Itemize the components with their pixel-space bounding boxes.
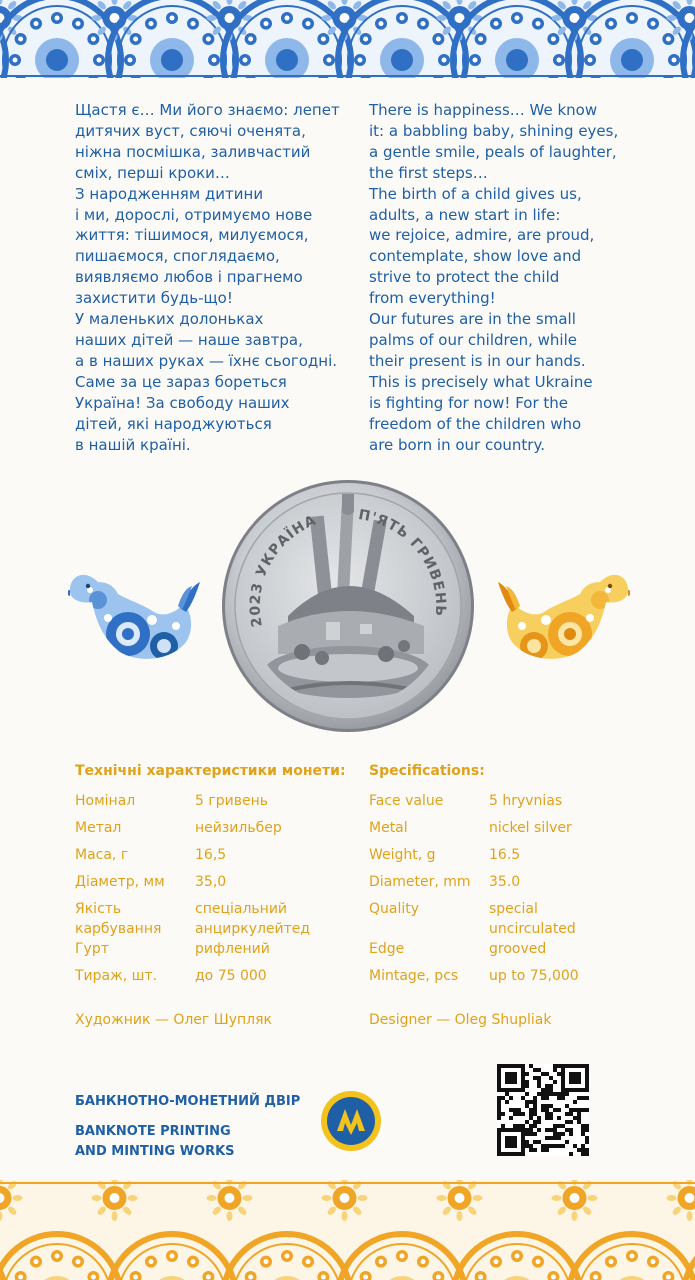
spec-value: спеціальний анциркулейтед	[195, 901, 311, 937]
spec-table-en	[369, 791, 629, 993]
spec-value: 35.0	[489, 874, 521, 890]
spec-label: Якість карбування	[75, 901, 162, 937]
spec-value: special uncirculated	[489, 901, 576, 937]
spec-value: нейзильбер	[195, 820, 282, 836]
spec-value: до 75 000	[195, 968, 267, 984]
english-text-line: This is precisely what Ukraine	[369, 372, 593, 391]
spec-row-ua	[75, 899, 335, 939]
ukrainian-text-line: ніжна посмішка, заливчастий	[75, 142, 311, 161]
english-text-line: is fighting for now! For the	[369, 393, 569, 412]
spec-row-ua	[75, 872, 335, 899]
spec-label: Weight, g	[369, 847, 436, 863]
golden-floral-ornament	[0, 1180, 695, 1280]
spec-row-ua	[75, 939, 335, 966]
ukrainian-text-line: а в наших руках — їхнє сьогодні.	[75, 351, 338, 370]
ukrainian-text-line: виявляємо любов і прагнемо	[75, 268, 303, 287]
spec-label: Маса, г	[75, 847, 129, 863]
ukrainian-text-line: пишаємося, споглядаємо,	[75, 247, 280, 266]
english-text-line: Our futures are in the small	[369, 310, 576, 329]
blue-bird-illustration	[68, 560, 200, 662]
english-text-line: a gentle smile, peals of laughter,	[369, 142, 617, 161]
spec-value: рифлений	[195, 941, 270, 957]
spec-title-en: Specifications:	[369, 763, 485, 779]
english-text-line: freedom of the children who	[369, 414, 582, 433]
spec-label: Метал	[75, 820, 122, 836]
spec-row-en	[369, 818, 629, 845]
qr-code[interactable]	[497, 1064, 589, 1156]
english-text-line: The birth of a child gives us,	[369, 184, 582, 203]
english-text-line: There is happiness… We know	[369, 101, 598, 119]
spec-value: 16.5	[489, 847, 521, 863]
ukrainian-text-line: захистити будь-що!	[75, 289, 233, 308]
spec-label: Edge	[369, 941, 405, 957]
english-text-line: strive to protect the child	[369, 268, 560, 287]
spec-row-ua	[75, 845, 335, 872]
spec-row-en	[369, 966, 629, 993]
spec-row-en	[369, 791, 629, 818]
spec-label: Quality	[369, 901, 420, 917]
spec-title-ua: Технічні характеристики монети:	[75, 763, 346, 779]
ukrainian-text-line: сміх, перші кроки…	[75, 163, 230, 182]
specifications-english	[369, 762, 629, 993]
mint-name-en-line2: AND MINTING WORKS	[75, 1144, 235, 1159]
english-text-line: are born in our country.	[369, 435, 545, 454]
designer-credit-en: Designer — Oleg Shupliak	[369, 1012, 552, 1028]
spec-row-en	[369, 899, 629, 939]
spec-label: Діаметр, мм	[75, 874, 165, 890]
spec-label: Metal	[369, 820, 408, 836]
spec-value: up to 75,000	[489, 968, 579, 984]
ukrainian-text-line: в нашій країні.	[75, 435, 191, 454]
bottom-ornament-band	[0, 1180, 695, 1280]
spec-row-ua	[75, 966, 335, 993]
ukrainian-text-line: Україна! За свободу наших	[75, 393, 290, 412]
spec-value: grooved	[489, 941, 547, 957]
english-text-line: palms of our children, while	[369, 330, 577, 349]
spec-label: Тираж, шт.	[75, 968, 158, 984]
ukrainian-text-line: дитячих вуст, сяючі оченята,	[75, 121, 306, 140]
english-text-line: adults, a new start in life:	[369, 205, 561, 224]
english-text-line: contemplate, show love and	[369, 247, 582, 266]
mint-name-ua: БАНКНОТНО-МОНЕТНИЙ ДВІР	[75, 1094, 301, 1109]
specifications-ukrainian	[75, 762, 346, 993]
spec-value: nickel silver	[489, 820, 572, 836]
spec-row-en	[369, 872, 629, 899]
english-text-line: it: a babbling baby, shining eyes,	[369, 121, 619, 140]
ukrainian-text-line: життя: тішимося, милуємося,	[75, 226, 309, 245]
ukrainian-text-line: Щастя є… Ми його знаємо: лепет	[75, 101, 340, 119]
english-text-block	[369, 100, 649, 455]
spec-value: 35,0	[195, 874, 227, 890]
spec-table-ua	[75, 791, 335, 993]
yellow-bird-illustration	[498, 560, 630, 662]
spec-label: Diameter, mm	[369, 874, 471, 890]
ukrainian-text-line: і ми, дорослі, отримуємо нове	[75, 205, 313, 224]
spec-label: Номінал	[75, 793, 136, 809]
english-text-line: we rejoice, admire, are proud,	[369, 226, 595, 245]
ukrainian-text-line: У маленьких долоньках	[75, 310, 264, 329]
spec-row-ua	[75, 791, 335, 818]
coin-inscription-left: 2023 УКРАЇНА	[247, 512, 320, 629]
spec-value: 5 гривень	[195, 793, 268, 809]
commemorative-coin	[218, 476, 478, 736]
ukrainian-text-line: дітей, які народжуються	[75, 414, 272, 433]
english-text-line: their present is in our hands.	[369, 351, 586, 370]
spec-label: Гурт	[75, 941, 109, 957]
top-ornament-band	[0, 0, 695, 78]
ukrainian-text-line: З народженням дитини	[75, 184, 264, 203]
spec-row-en	[369, 845, 629, 872]
spec-row-en	[369, 939, 629, 966]
ukrainian-text-line: Саме за це зараз бореться	[75, 372, 287, 391]
mint-name-en-line1: BANKNOTE PRINTING	[75, 1124, 231, 1139]
designer-credit-ua: Художник — Олег Шупляк	[75, 1012, 272, 1028]
english-text-line: from everything!	[369, 289, 496, 308]
spec-label: Mintage, pcs	[369, 968, 459, 984]
ukrainian-text-line: наших дітей — наше завтра,	[75, 330, 303, 349]
spec-label: Face value	[369, 793, 444, 809]
spec-value: 16,5	[195, 847, 227, 863]
spec-value: 5 hryvnias	[489, 793, 563, 809]
coin-inscription-right: П'ЯТЬ ГРИВЕНЬ	[357, 506, 449, 618]
english-text-line: the first steps…	[369, 163, 488, 182]
mint-name-block	[75, 1092, 300, 1162]
mint-logo-icon	[319, 1089, 383, 1153]
spec-row-ua	[75, 818, 335, 845]
blue-floral-ornament	[0, 0, 695, 78]
ukrainian-text-block	[75, 100, 365, 455]
